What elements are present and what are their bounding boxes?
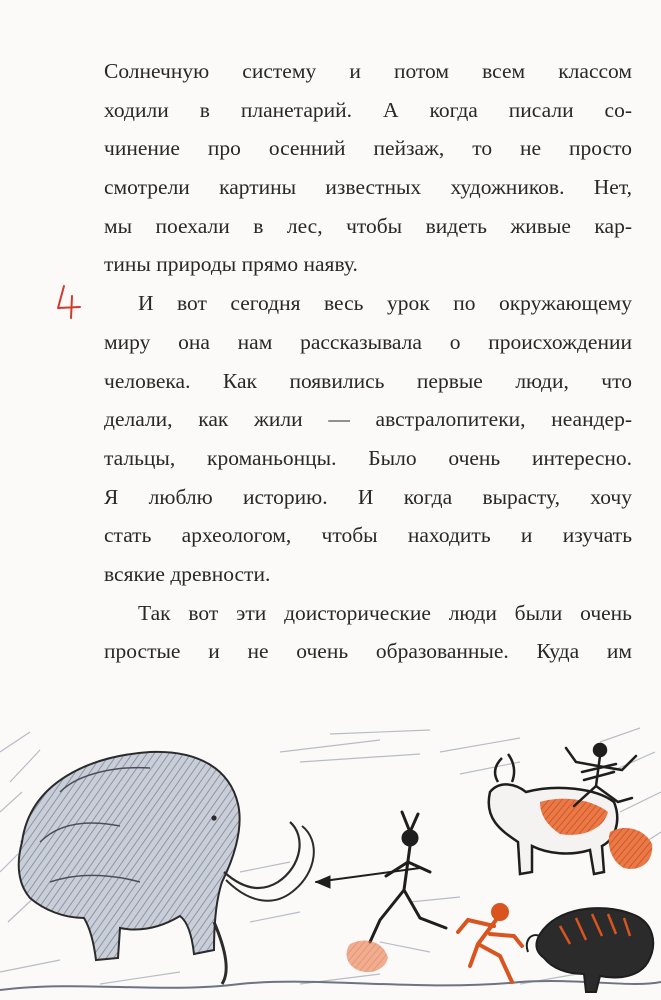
text-line: Я люблю историю. И когда вырасту, хочу <box>104 484 632 509</box>
text-line: смотрели картины известных художников. Нет, <box>104 175 632 200</box>
text-line: тины природы прямо наяву. <box>104 252 358 277</box>
cave-painting-illustration <box>0 722 661 1000</box>
text-line: делали, как жили — австралопитеки, неандер- <box>104 407 632 432</box>
text-line: тальцы, кроманьонцы. Было очень интересно. <box>104 445 632 470</box>
page-text <box>104 52 632 671</box>
text-line: чинение про осенний пейзаж, то не просто <box>104 136 632 161</box>
text-line: всякие древности. <box>104 561 271 586</box>
paragraph <box>104 284 632 594</box>
paragraph <box>104 594 632 671</box>
text-line: человека. Как появились первые люди, что <box>104 368 632 393</box>
dancing-figure-icon <box>458 905 522 982</box>
text-line: мы поехали в лес, чтобы видеть живые кар- <box>104 213 632 238</box>
text-line: Так вот эти доисторические люди были очень <box>138 600 632 625</box>
text-line: стать археологом, чтобы находить и изучать <box>104 523 632 548</box>
paragraph <box>104 52 632 284</box>
text-line: миру она нам рассказывала о происхождении <box>104 329 632 354</box>
text-line: И вот сегодня весь урок по окружающему <box>138 291 632 316</box>
ground-strokes <box>0 981 661 990</box>
text-line: ходили в планетарий. А когда писали со- <box>104 97 632 122</box>
hunter-icon <box>316 812 446 942</box>
handwritten-number-mark <box>50 282 86 322</box>
text-line: Солнечную систему и потом всем классом <box>104 59 632 83</box>
mammoth-icon <box>19 752 314 984</box>
text-line: простые и не очень образованные. Куда им <box>104 639 632 664</box>
